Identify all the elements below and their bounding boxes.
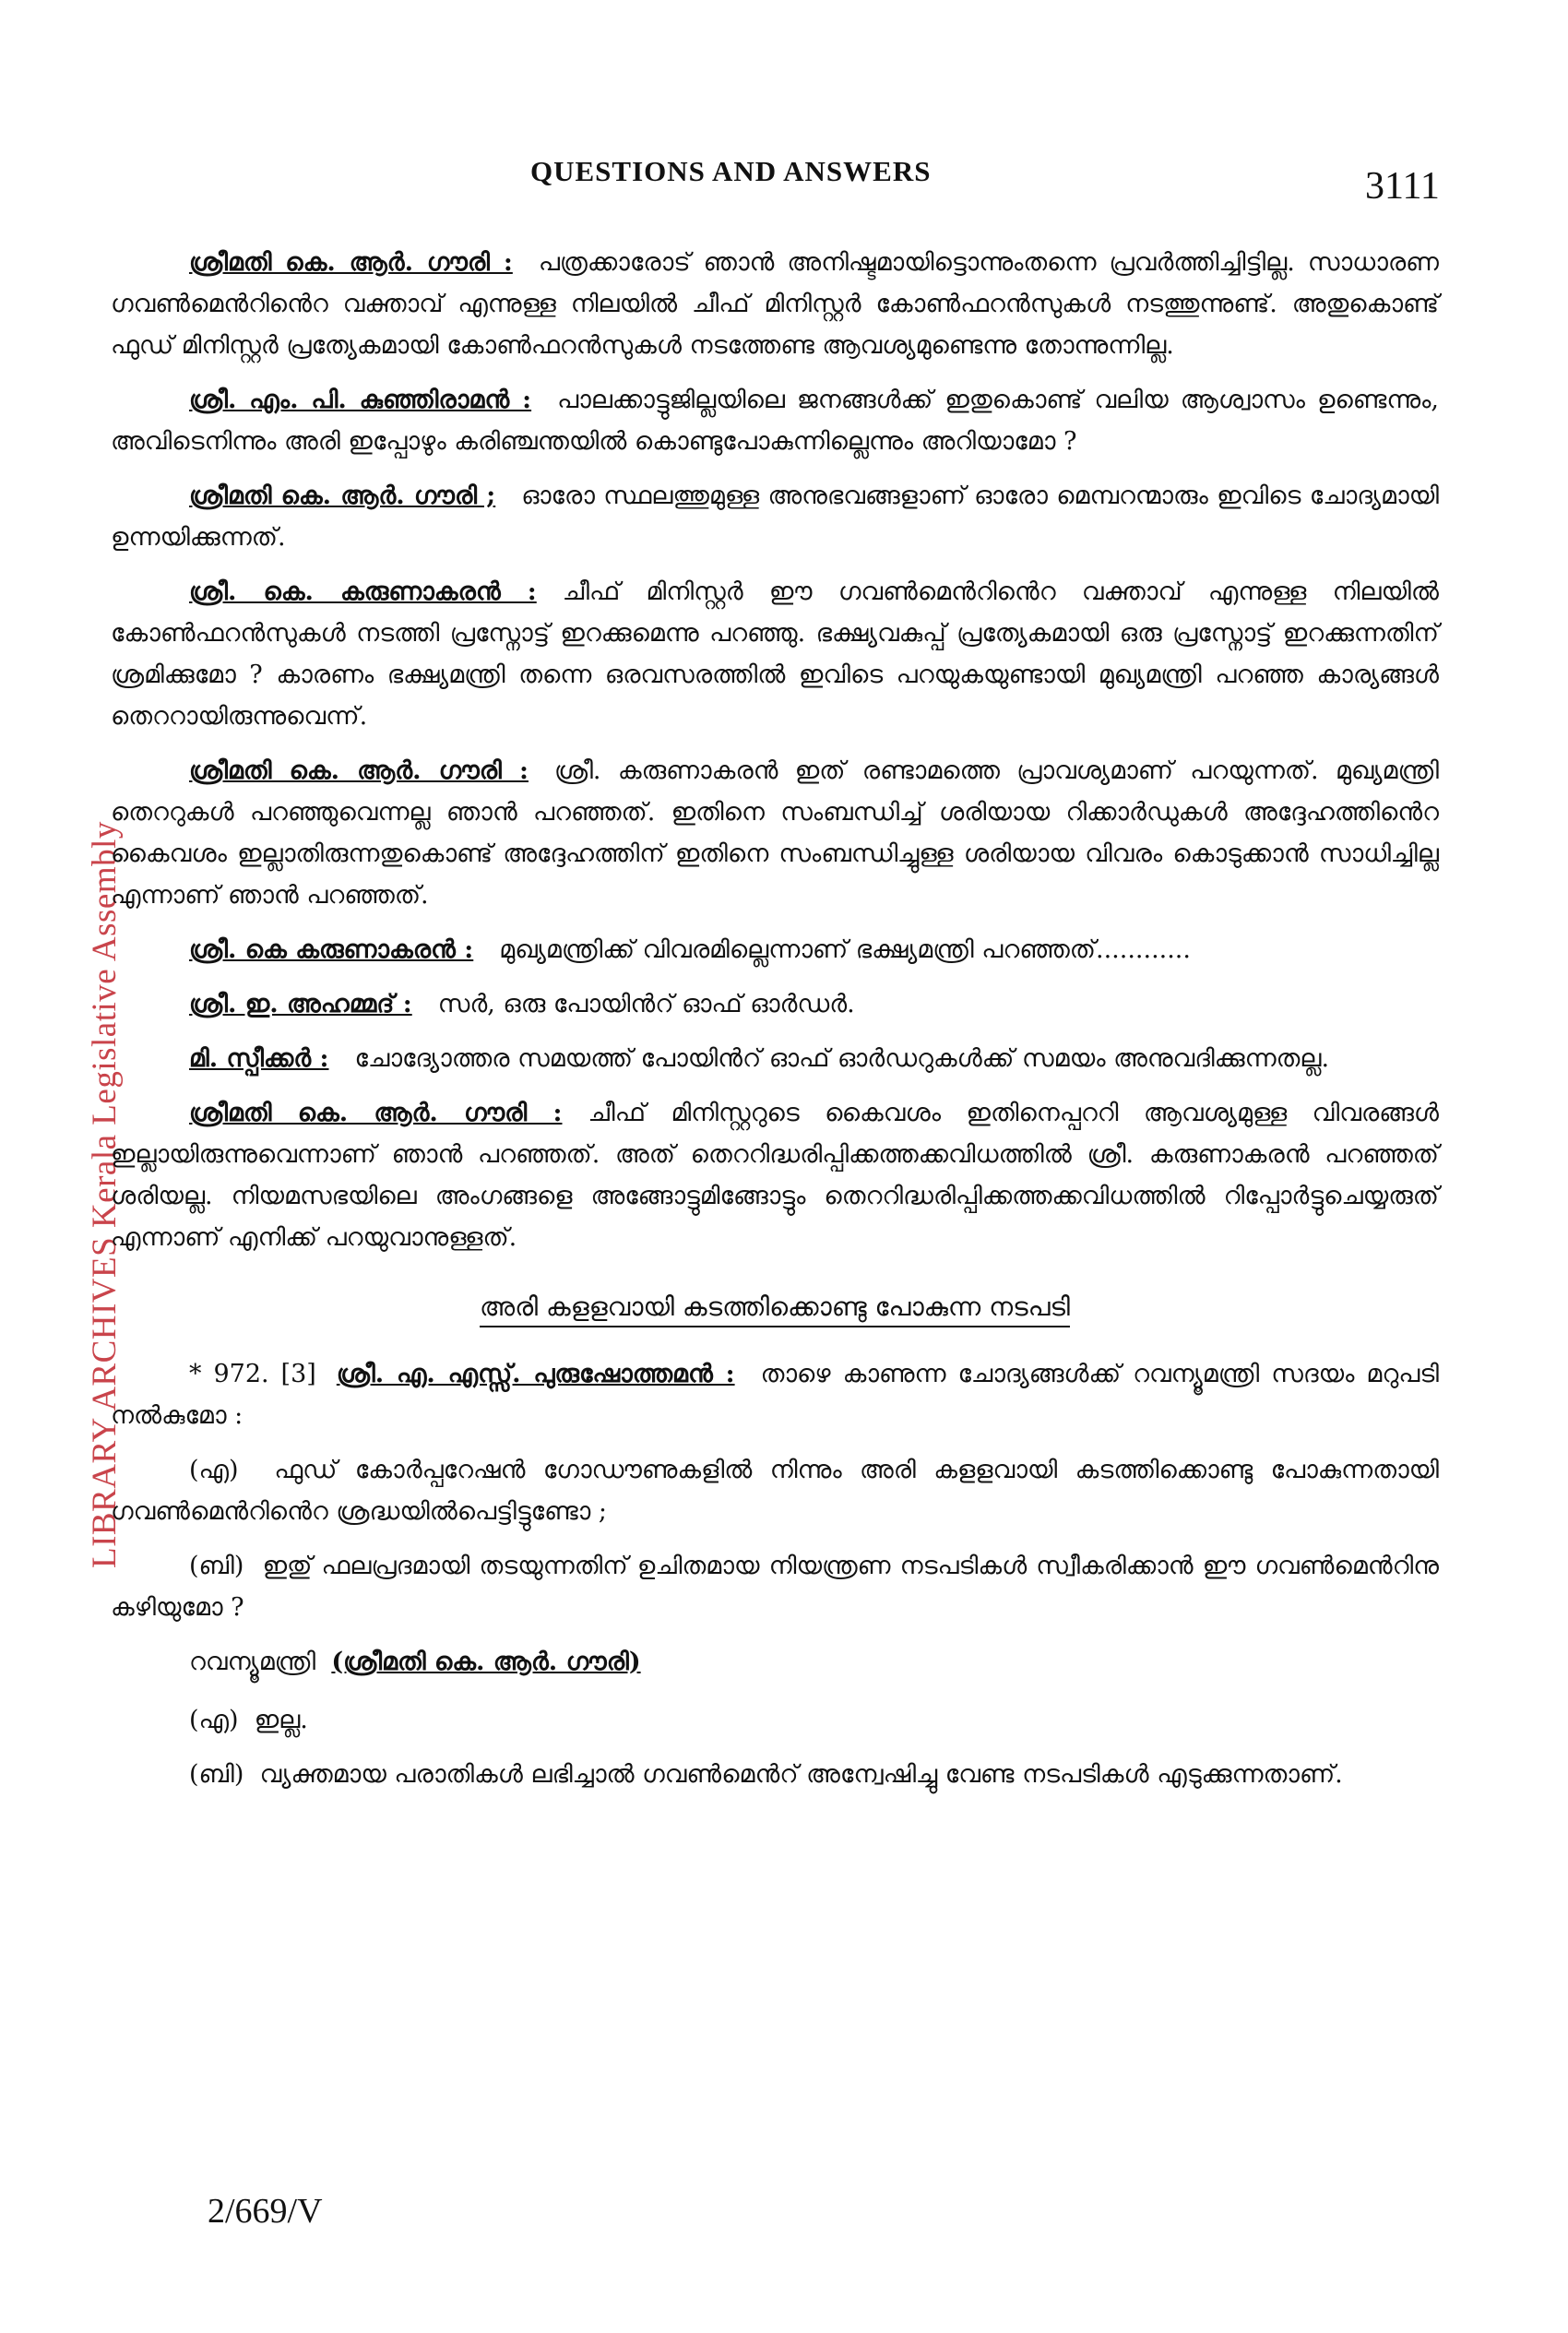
question-asker: ശ്രീ. എ. എസ്സ്. പുരുഷോത്തമൻ : <box>336 1360 735 1388</box>
speech-text: ഓരോ സ്ഥലത്തുമുള്ള അനുഭവങ്ങളാണ് ഓരോ മെമ്പറന്മാരും ഇവിടെ ചോദ്യമായി ഉന്നയിക്കുന്നത്. <box>111 482 1439 552</box>
speech-text: പത്രക്കാരോട് ഞാൻ അനിഷ്ടമായിട്ടൊന്നുംതന്നെ പ്രവർത്തിച്ചിട്ടില്ല. സാധാരണ ഗവൺമെൻറിൻെറ വക്താവ് എന്നുള്ള നിലയിൽ ചീഫ് മിനിസ്റ്റർ കോൺഫറൻസുകൾ നടത്തുന്നുണ്ട്. അതുകൊണ്ട് ഫുഡ് മിനിസ്റ്റർ പ്രത്യേകമായി കോൺഫറൻസുകൾ നടത്തേണ്ട ആവശ്യമുണ്ടെന്നു തോന്നുന്നില്ല. <box>111 248 1439 360</box>
question-part <box>111 1449 1439 1532</box>
question-paragraph <box>111 1353 1439 1436</box>
speech-paragraph <box>111 242 1439 366</box>
part-label: (ബി) <box>189 1760 244 1789</box>
part-text: ഇല്ല. <box>254 1706 308 1734</box>
part-label: (ബി) <box>189 1552 244 1580</box>
answering-minister <box>111 1641 1439 1683</box>
question-part <box>111 1545 1439 1628</box>
speech-text: പാലക്കാട്ടുജില്ലയിലെ ജനങ്ങൾക്ക് ഇതുകൊണ്ട് വലിയ ആശ്വാസം ഉണ്ടെന്നും, അവിടെനിന്നും അരി ഇപ്പോഴും കരിഞ്ചന്തയിൽ കൊണ്ടുപോകുന്നില്ലെന്നും അറിയാമോ ? <box>111 386 1439 456</box>
speech-paragraph <box>111 571 1439 737</box>
footer-reference: 2/669/V <box>208 2192 323 2231</box>
question-text: താഴെ കാണുന്ന ചോദ്യങ്ങൾക്ക് റവന്യൂമന്ത്രി സദയം മറുപടി നൽകുമോ : <box>111 1360 1440 1430</box>
part-text: വ്യക്തമായ പരാതികൾ ലഭിച്ചാൽ ഗവൺമെൻറ് അന്വേഷിച്ചു വേണ്ട നടപടികൾ എടുക്കുന്നതാണ്. <box>259 1760 1343 1789</box>
part-label: (എ) <box>189 1456 239 1484</box>
answer-part <box>111 1754 1439 1795</box>
minister-title: റവന്യൂമന്ത്രി <box>189 1648 316 1676</box>
speaker-name: ശ്രീമതി കെ. ആർ. ഗൗരി : <box>189 248 513 277</box>
page-number: 3111 <box>1365 165 1440 208</box>
speech-paragraph <box>111 1092 1439 1258</box>
speaker-name: ശ്രീമതി കെ. ആർ. ഗൗരി : <box>189 756 529 785</box>
speech-paragraph <box>111 475 1439 558</box>
speaker-name: ശ്രീ. കെ കരുണാകരൻ : <box>189 935 474 964</box>
section-heading <box>111 1286 1439 1327</box>
speaker-name: ശ്രീ. എം. പി. കുഞ്ഞിരാമൻ : <box>189 386 532 414</box>
page-body <box>111 242 1439 1808</box>
speaker-name: മി. സ്പീക്കർ : <box>189 1044 329 1073</box>
speech-paragraph <box>111 929 1439 970</box>
speaker-name: ശ്രീ. ഇ. അഹമ്മദ് : <box>189 990 412 1018</box>
question-number: * 972. [3] <box>189 1360 316 1388</box>
part-label: (എ) <box>189 1706 239 1734</box>
section-heading-text: അരി കളളവായി കടത്തിക്കൊണ്ടു പോകുന്ന നടപടി <box>480 1291 1070 1327</box>
minister-name: (ശ്രീമതി കെ. ആർ. ഗൗരി) <box>331 1648 641 1676</box>
speech-text: ചീഫ് മിനിസ്റ്ററുടെ കൈവശം ഇതിനെപ്പററി ആവശ്യമുള്ള വിവരങ്ങൾ ഇല്ലായിരുന്നുവെന്നാണ് ഞാൻ പറഞ്ഞത്. അത് തെററിദ്ധരിപ്പിക്കത്തക്കവിധത്തിൽ ശ്രീ. കരുണാകരൻ പറഞ്ഞത് ശരിയല്ല. നിയമസഭയിലെ അംഗങ്ങളെ അങ്ങോട്ടുമിങ്ങോട്ടും തെററിദ്ധരിപ്പിക്കത്തക്കവിധത്തിൽ റിപ്പോർട്ടുചെയ്യരുത് എന്നാണ് എനിക്ക് പറയുവാനുള്ളത്. <box>111 1099 1440 1252</box>
speaker-name: ശ്രീമതി കെ. ആർ. ഗൗരി ; <box>189 482 496 510</box>
speech-text: മുഖ്യമന്ത്രിക്ക് വിവരമില്ലെന്നാണ് ഭക്ഷ്യമന്ത്രി പറഞ്ഞത്............ <box>499 935 1191 964</box>
archive-watermark: LIBRARY ARCHIVES Kerala Legislative Assembly <box>86 821 124 1568</box>
speaker-name: ശ്രീമതി കെ. ആർ. ഗൗരി : <box>189 1099 563 1127</box>
speech-text: ചോദ്യോത്തര സമയത്ത് പോയിൻറ് ഓഫ് ഓർഡറുകൾക്ക് സമയം അനുവദിക്കുന്നതല്ല. <box>354 1044 1330 1073</box>
speech-paragraph <box>111 379 1439 462</box>
speech-text: ചീഫ് മിനിസ്റ്റർ ഈ ഗവൺമെൻറിൻെറ വക്താവ് എന്നുള്ള നിലയിൽ കോൺഫറൻസുകൾ നടത്തി പ്രസ്നോട്ട് ഇറക്കുമെന്നു പറഞ്ഞു. ഭക്ഷ്യവകുപ്പ് പ്രത്യേകമായി ഒരു പ്രസ്നോട്ട് ഇറക്കുന്നതിന് ശ്രമിക്കുമോ ? കാരണം ഭക്ഷ്യമന്ത്രി തന്നെ ഒരവസരത്തിൽ ഇവിടെ പറയുകയുണ്ടായി മുഖ്യമന്ത്രി പറഞ്ഞ കാര്യങ്ങൾ തെററായിരുന്നുവെന്ന്. <box>111 577 1439 731</box>
answer-part <box>111 1699 1439 1741</box>
page-header-title: QUESTIONS AND ANSWERS <box>530 155 932 187</box>
speech-paragraph <box>111 983 1439 1025</box>
part-text: ഇതു് ഫലപ്രദമായി തടയുന്നതിന് ഉചിതമായ നിയന്ത്രണ നടപടികൾ സ്വീകരിക്കാൻ ഈ ഗവൺമെൻറിനു കഴിയുമോ ? <box>111 1552 1439 1622</box>
speech-text: സർ, ഒരു പോയിൻറ് ഓഫ് ഓർഡർ. <box>437 990 855 1018</box>
speaker-name: ശ്രീ. കെ. കരുണാകരൻ : <box>189 577 537 606</box>
speech-text: ശ്രീ. കരുണാകരൻ ഇത് രണ്ടാമത്തെ പ്രാവശ്യമാണ് പറയുന്നത്. മുഖ്യമന്ത്രി തെററുകൾ പറഞ്ഞുവെന്നല്ല ഞാൻ പറഞ്ഞത്. ഇതിനെ സംബന്ധിച്ച് ശരിയായ റിക്കാർഡുകൾ അദ്ദേഹത്തിൻെറ കൈവശം ഇല്ലാതിരുന്നതുകൊണ്ട് അദ്ദേഹത്തിന് ഇതിനെ സംബന്ധിച്ചുള്ള ശരിയായ വിവരം കൊടുക്കാൻ സാധിച്ചില്ല എന്നാണ് ഞാൻ പറഞ്ഞത്. <box>111 756 1439 910</box>
speech-paragraph <box>111 750 1439 916</box>
part-text: ഫുഡ് കോർപ്പറേഷൻ ഗോഡൗണുകളിൽ നിന്നും അരി കളളവായി കടത്തിക്കൊണ്ടു പോകുന്നതായി ഗവൺമെൻറിൻെറ ശ്രദ്ധയിൽപെട്ടിട്ടുണ്ടോ ; <box>111 1456 1439 1526</box>
speech-paragraph <box>111 1038 1439 1079</box>
